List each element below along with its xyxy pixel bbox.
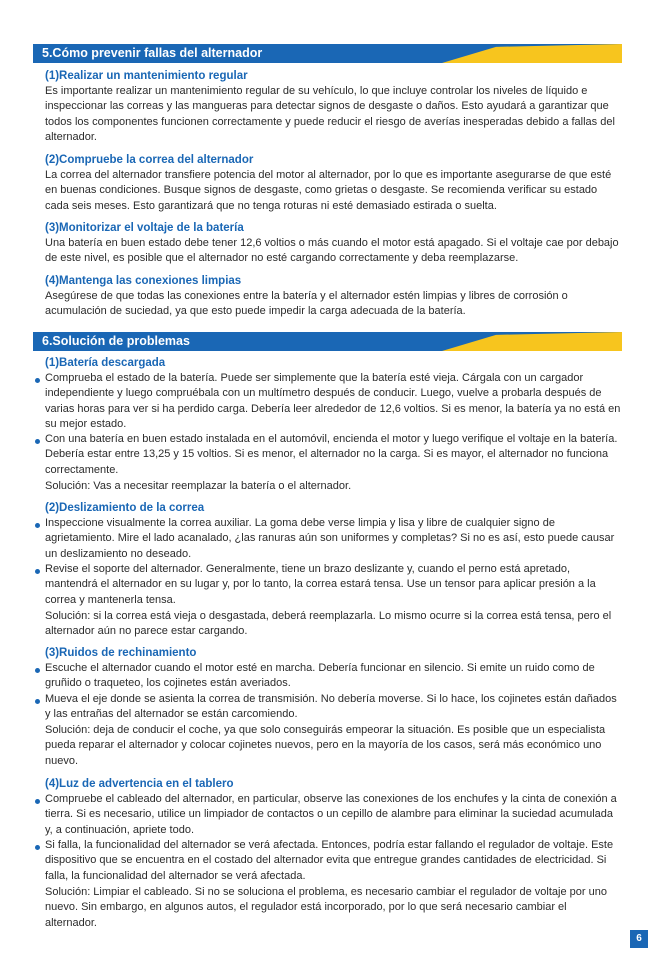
paragraph-5-1: Es importante realizar un mantenimiento regular de su vehículo, lo que incluye controlar los niveles de líquido e inspeccionar las correas y las mangueras para detectar signos de desgaste o daños. Esto ayudará a garantizar que todos los componentes funcionen correctamente y puede reducir el riesgo de averías inesperadas debido a fallas del alternador. <box>45 85 615 144</box>
header-yellow-accent <box>442 332 622 351</box>
header-yellow-accent <box>442 44 622 63</box>
subheading-5-4: (4)Mantenga las conexiones limpias <box>45 275 242 287</box>
solution-6-1: Solución: Vas a necesitar reemplazar la batería o el alternador. <box>45 480 352 492</box>
bullet-dot-icon <box>35 523 40 528</box>
bullet-6-1-a: Comprueba el estado de la batería. Puede ser simplemente que la batería esté vieja. Cárgala con un cargador independiente y luego compruébala con un multímetro después de conducir. Luego, vuelve a probarla después de varias horas para ver si ha perdido carga. Debería leer alrededor de 12,6 voltios. Si es menor, la batería ya no está en su mejor estado. <box>45 372 621 431</box>
paragraph-5-4: Asegúrese de que todas las conexiones entre la batería y el alternador estén limpias y libres de corrosión o acumulación de suciedad, ya que esto puede impedir la carga adecuada de la batería. <box>45 290 568 318</box>
section-6-title: 6.Solución de problemas <box>42 334 190 348</box>
bullet-6-4-b: Si falla, la funcionalidad del alternador se verá afectada. Entonces, podría estar fallando el regulador de voltaje. Este dispositivo que se encuentra en el costado del alternador evita que entregue grandes cantidades de electricidad. Si falla, la funcionalidad del alternador se verá afectada. <box>45 839 614 882</box>
page-number: 6 <box>630 930 648 948</box>
subheading-5-3: (3)Monitorizar el voltaje de la batería <box>45 222 244 234</box>
bullet-6-3-a: Escuche el alternador cuando el motor esté en marcha. Debería funcionar en silencio. Si emite un ruido como de gruñido o traqueteo, los cojinetes están averiados. <box>45 662 595 690</box>
solution-6-3: Solución: deja de conducir el coche, ya que solo conseguirás empeorar la situación. Es posible que un especialista pueda reparar el alternador y colocar cojinetes nuevos, pero en la mayoría de los casos, será más económico uno nuevo. <box>45 724 606 767</box>
subheading-6-2: (2)Deslizamiento de la correa <box>45 502 205 514</box>
paragraph-5-2: La correa del alternador transfiere potencia del motor al alternador, por lo que es importante asegurarse de que esté en buenas condiciones. Busque signos de desgaste, como grietas o desgaste. Se recomienda verificar su estado cada seis meses. Esto garantizará que no tenga roturas ni esté demasiado estirada o suelta. <box>45 169 612 212</box>
bullet-6-2-b: Revise el soporte del alternador. Generalmente, tiene un brazo deslizante y, cuando el perno está apretado, mantendrá el alternador en su lugar y, por lo tanto, la correa estará tensa. Use un tensor para aplicar presión a la correa y mantenerla tensa. <box>45 563 596 606</box>
bullet-6-1-b: Con una batería en buen estado instalada en el automóvil, encienda el motor y luego verifique el voltaje en la batería. Debería estar entre 13,25 y 15 voltios. Si es menor, el alternador no la carga. Si es mayor, el alternador no funciona correctamente. <box>45 433 618 476</box>
paragraph-5-3: Una batería en buen estado debe tener 12,6 voltios o más cuando el motor está apagado. Si el voltaje cae por debajo de este nivel, es posible que el alternador no esté cargando correctamente y deba reemplazarse. <box>45 237 619 265</box>
solution-6-4: Solución: Limpiar el cableado. Si no se soluciona el problema, es necesario cambiar el regulador de voltaje por uno nuevo. Sin embargo, en algunos autos, el regulador está incorporado, por lo que será necesario cambiar el alternador. <box>45 886 607 929</box>
subheading-5-1: (1)Realizar un mantenimiento regular <box>45 70 248 82</box>
subheading-6-3: (3)Ruidos de rechinamiento <box>45 647 197 659</box>
bullet-6-3-b: Mueva el eje donde se asienta la correa de transmisión. No debería moverse. Si lo hace, los cojinetes están dañados y las entrañas del alternador se están carcomiendo. <box>45 693 617 721</box>
bullet-dot-icon <box>35 668 40 673</box>
subheading-5-2: (2)Compruebe la correa del alternador <box>45 154 254 166</box>
section-5-header <box>33 44 622 63</box>
solution-6-2: Solución: si la correa está vieja o desgastada, deberá reemplazarla. Lo mismo ocurre si la correa está tensa, pero el alternador aún no parece estar cargando. <box>45 610 612 638</box>
bullet-6-2-a: Inspeccione visualmente la correa auxiliar. La goma debe verse limpia y lisa y libre de cualquier signo de agrietamiento. Mire el lado acanalado, ¿las ranuras aún son uniformes y completas? Si no es así, esto puede causar un deslizamiento no deseado. <box>45 517 615 560</box>
subheading-6-4: (4)Luz de advertencia en el tablero <box>45 778 234 790</box>
subheading-6-1: (1)Batería descargada <box>45 357 166 369</box>
bullet-dot-icon <box>35 569 40 574</box>
section-5-title: 5.Cómo prevenir fallas del alternador <box>42 46 263 60</box>
bullet-dot-icon <box>35 799 40 804</box>
bullet-dot-icon <box>35 378 40 383</box>
section-6-header <box>33 332 622 351</box>
bullet-6-4-a: Compruebe el cableado del alternador, en particular, observe las conexiones de los enchufes y la cinta de conexión a tierra. Si es necesario, utilice un limpiador de contactos o un cepillo de alambre para eliminar la suciedad acumulada y, a continuación, apriete todo. <box>45 793 617 836</box>
bullet-dot-icon <box>35 845 40 850</box>
bullet-dot-icon <box>35 699 40 704</box>
bullet-dot-icon <box>35 439 40 444</box>
